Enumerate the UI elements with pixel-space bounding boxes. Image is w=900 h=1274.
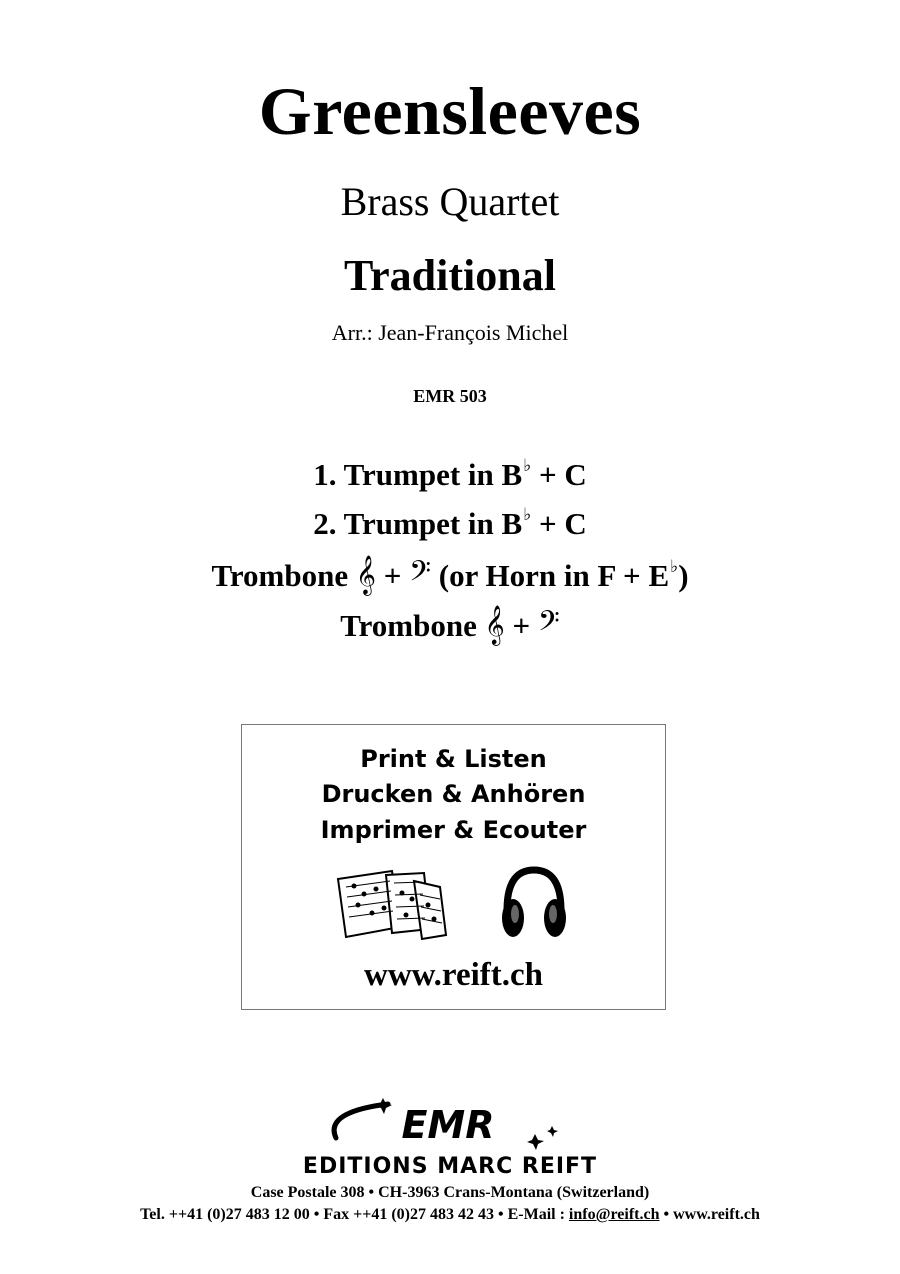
contact-text: Tel. ++41 (0)27 483 12 00 • Fax ++41 (0)27 483 42 43 • E-Mail : bbox=[140, 1206, 569, 1223]
emr-logo-text: EMR bbox=[401, 1103, 495, 1147]
part-label: Trombone bbox=[211, 558, 356, 593]
catalog-number: EMR 503 bbox=[413, 386, 487, 406]
promo-line: Print & Listen bbox=[360, 745, 547, 773]
publisher-name: EDITIONS MARC REIFT bbox=[302, 1154, 598, 1179]
plus: + bbox=[375, 558, 410, 593]
publisher-contact bbox=[0, 1206, 900, 1224]
email-link[interactable]: info@reift.ch bbox=[568, 1206, 660, 1223]
part-label: ) bbox=[678, 558, 689, 593]
emr-logo bbox=[322, 1096, 562, 1152]
treble-clef-icon: 𝄞 bbox=[355, 555, 376, 595]
promo-box bbox=[241, 724, 666, 1010]
arranger: Arr.: Jean-François Michel bbox=[331, 320, 569, 345]
part-4 bbox=[0, 605, 900, 645]
website-link[interactable]: www.reift.ch bbox=[363, 957, 544, 993]
flat-sign: ♭ bbox=[523, 505, 532, 524]
part-2 bbox=[0, 505, 900, 542]
plus: + bbox=[504, 608, 538, 643]
bass-clef-icon: 𝄢 bbox=[409, 555, 432, 595]
title: Greensleeves bbox=[258, 73, 642, 149]
flat-sign: ♭ bbox=[523, 456, 532, 475]
promo-line: Drucken & Anhören bbox=[321, 780, 586, 808]
sheet-music-icon bbox=[334, 869, 449, 941]
headphones-icon bbox=[499, 862, 569, 942]
part-1 bbox=[0, 456, 900, 493]
subtitle: Brass Quartet bbox=[340, 179, 560, 224]
part-label: (or Horn in F + E bbox=[431, 558, 670, 593]
part-label: 2. Trumpet in B bbox=[313, 506, 523, 541]
contact-website: • www.reift.ch bbox=[659, 1206, 760, 1223]
treble-clef-icon: 𝄞 bbox=[484, 605, 505, 645]
part-3 bbox=[0, 555, 900, 595]
composer: Traditional bbox=[344, 251, 556, 300]
bass-clef-icon: 𝄢 bbox=[537, 605, 560, 645]
part-label: 1. Trumpet in B bbox=[313, 457, 523, 492]
publisher-address: Case Postale 308 • CH-3963 Crans-Montana (Switzerland) bbox=[250, 1184, 650, 1201]
promo-line: Imprimer & Ecouter bbox=[320, 816, 587, 844]
part-label: + C bbox=[531, 506, 587, 541]
part-label: Trombone bbox=[340, 608, 485, 643]
flat-sign: ♭ bbox=[670, 557, 679, 576]
part-label: + C bbox=[531, 457, 587, 492]
